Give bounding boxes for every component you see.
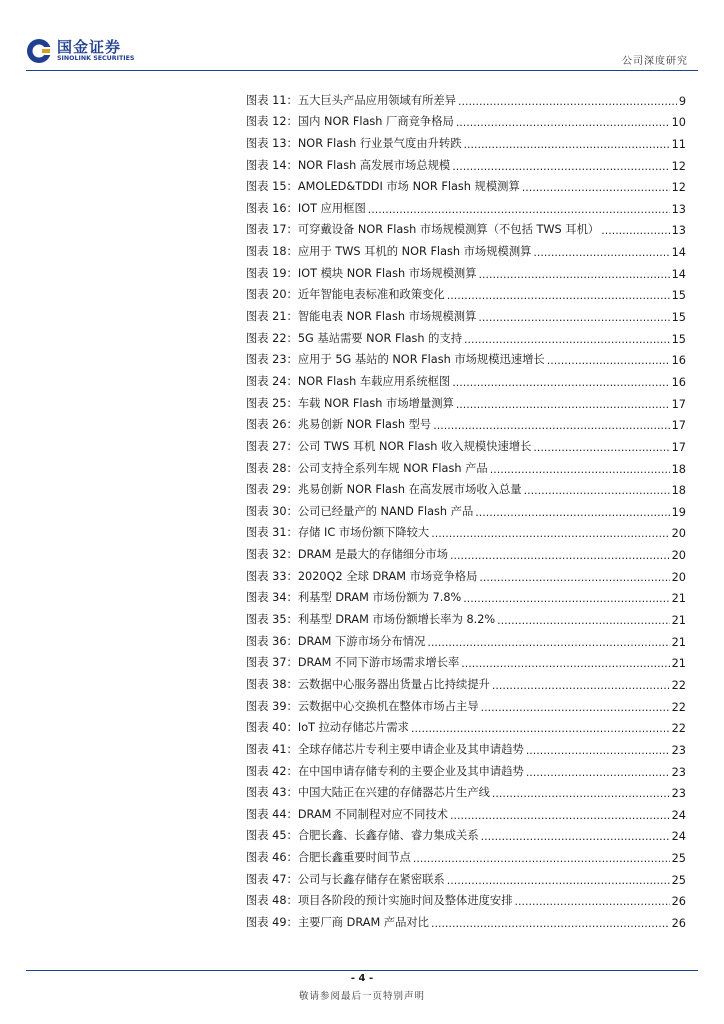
toc-entry-label: 图表 31：: [246, 526, 298, 540]
toc-entry-label: 图表 49：: [246, 915, 298, 929]
toc-entry-label: 图表 33：: [246, 569, 298, 583]
toc-leader-dots: [497, 615, 669, 627]
toc-leader-dots: [475, 507, 669, 519]
toc-entry[interactable]: [246, 519, 686, 541]
toc-leader-dots: [456, 117, 670, 129]
toc-entry[interactable]: [246, 216, 686, 238]
toc-entry-title: AMOLED&TDDI 市场 NOR Flash 规模测算: [297, 180, 520, 194]
toc-entry-page: 15: [671, 289, 686, 303]
toc-entry-label: 图表 39：: [246, 699, 298, 713]
toc-entry[interactable]: [246, 173, 686, 195]
toc-leader-dots: [431, 918, 670, 930]
toc-entry-title: IoT 拉动存储芯片需求: [297, 721, 409, 735]
toc-leader-dots: [481, 702, 670, 714]
toc-entry[interactable]: [246, 237, 686, 259]
toc-entry[interactable]: [246, 432, 686, 454]
toc-entry-page: 21: [671, 592, 686, 606]
toc-entry-label: 图表 40：: [246, 721, 298, 735]
toc-entry-label: 图表 12：: [246, 115, 298, 129]
toc-entry-label: 图表 44：: [246, 807, 298, 821]
toc-entry-title: DRAM 不同下游市场需求增长率: [297, 656, 460, 670]
toc-entry-label: 图表 24：: [246, 374, 298, 388]
page-header: [0, 0, 724, 80]
toc-entry[interactable]: [246, 887, 686, 909]
toc-entry-label: 图表 29：: [246, 483, 298, 497]
toc-entry-page: 26: [671, 916, 686, 930]
header-divider: [26, 70, 698, 71]
toc-entry-label: 图表 45：: [246, 829, 298, 843]
toc-leader-dots: [368, 204, 670, 216]
toc-leader-dots: [479, 572, 669, 584]
toc-leader-dots: [452, 377, 669, 389]
toc-leader-dots: [492, 788, 670, 800]
toc-entry[interactable]: [246, 865, 686, 887]
toc-entry-title: NOR Flash 车载应用系统框图: [297, 374, 451, 388]
toc-leader-dots: [463, 593, 669, 605]
toc-entry[interactable]: [246, 151, 686, 173]
toc-entry-page: 15: [671, 332, 686, 346]
toc-entry-label: 图表 34：: [246, 591, 298, 605]
toc-entry-page: 23: [671, 787, 686, 801]
toc-entry[interactable]: [246, 86, 686, 108]
toc-entry-label: 图表 28：: [246, 461, 298, 475]
toc-entry-label: 图表 16：: [246, 201, 298, 215]
toc-entry-page: 14: [671, 267, 686, 281]
toc-entry-title: 在中国申请存储专利的主要企业及其申请趋势: [297, 764, 524, 778]
disclaimer-note: 敬请参阅最后一页特别声明: [298, 991, 425, 1002]
toc-entry[interactable]: [246, 779, 686, 801]
page-number: - 4 -: [350, 973, 374, 984]
toc-entry-page: 25: [671, 852, 686, 866]
table-of-figures: [246, 86, 686, 930]
toc-entry[interactable]: [246, 389, 686, 411]
toc-entry-title: 公司 TWS 耳机 NOR Flash 收入规模快速增长: [297, 439, 532, 453]
toc-entry-title: 存储 IC 市场份额下降较大: [297, 526, 430, 540]
toc-entry-title: 兆易创新 NOR Flash 在高发展市场收入总量: [297, 483, 522, 497]
toc-entry-label: 图表 14：: [246, 158, 298, 172]
toc-entry-page: 11: [671, 137, 686, 151]
toc-entry[interactable]: [246, 584, 686, 606]
toc-entry-title: IOT 应用框图: [297, 201, 366, 215]
toc-entry[interactable]: [246, 281, 686, 303]
toc-leader-dots: [464, 334, 670, 346]
toc-entry-title: 公司已经量产的 NAND Flash 产品: [297, 504, 474, 518]
toc-entry-title: 利基型 DRAM 市场份额为 7.8%: [297, 591, 462, 605]
toc-entry[interactable]: [246, 367, 686, 389]
toc-entry-page: 22: [671, 700, 686, 714]
toc-entry-page: 20: [671, 527, 686, 541]
toc-entry-title: IOT 模块 NOR Flash 市场规模测算: [297, 266, 477, 280]
toc-entry-title: 中国大陆正在兴建的存储器芯片生产线: [297, 786, 490, 800]
toc-entry-title: 全球存储芯片专利主要申请企业及其申请趋势: [297, 742, 524, 756]
toc-leader-dots: [533, 247, 669, 259]
toc-leader-dots: [526, 745, 670, 757]
toc-entry-label: 图表 43：: [246, 786, 298, 800]
toc-entry-page: 13: [671, 202, 686, 216]
toc-entry-page: 17: [671, 419, 686, 433]
toc-entry-page: 21: [671, 635, 686, 649]
toc-entry-title: 合肥长鑫重要时间节点: [297, 851, 411, 865]
toc-leader-dots: [490, 464, 670, 476]
toc-entry-page: 23: [671, 743, 686, 757]
toc-entry-label: 图表 11：: [246, 93, 298, 107]
toc-entry-label: 图表 26：: [246, 418, 298, 432]
toc-entry-title: 2020Q2 全球 DRAM 市场竞争格局: [297, 569, 478, 583]
toc-entry-label: 图表 21：: [246, 310, 298, 324]
toc-entry[interactable]: [246, 476, 686, 498]
toc-entry-page: 20: [671, 549, 686, 563]
toc-entry[interactable]: [246, 454, 686, 476]
toc-entry-title: NOR Flash 行业景气度由升转跌: [297, 136, 462, 150]
toc-leader-dots: [524, 485, 670, 497]
toc-leader-dots: [601, 225, 669, 237]
toc-entry-label: 图表 47：: [246, 872, 298, 886]
toc-entry-title: 应用于 TWS 耳机的 NOR Flash 市场规模测算: [297, 245, 532, 259]
toc-leader-dots: [522, 182, 670, 194]
toc-entry-title: 公司与长鑫存储存在紧密联系: [297, 872, 445, 886]
toc-entry-label: 图表 23：: [246, 353, 298, 367]
toc-leader-dots: [413, 853, 670, 865]
toc-entry-page: 16: [671, 375, 686, 389]
toc-entry-label: 图表 27：: [246, 439, 298, 453]
toc-entry-title: 合肥长鑫、长鑫存储、睿力集成关系: [297, 829, 479, 843]
toc-entry-page: 18: [671, 484, 686, 498]
toc-entry-title: DRAM 下游市场分布情况: [297, 634, 426, 648]
toc-entry-page: 25: [671, 873, 686, 887]
toc-leader-dots: [456, 399, 670, 411]
toc-leader-dots: [450, 810, 670, 822]
toc-entry[interactable]: [246, 800, 686, 822]
toc-entry-page: 12: [671, 159, 686, 173]
toc-leader-dots: [447, 875, 670, 887]
logo-english-name: SINOLINK SECURITIES: [57, 55, 135, 62]
toc-leader-dots: [433, 420, 669, 432]
toc-entry-label: 图表 46：: [246, 851, 298, 865]
toc-leader-dots: [431, 528, 669, 540]
toc-leader-dots: [478, 312, 669, 324]
toc-entry-title: NOR Flash 高发展市场总规模: [297, 158, 451, 172]
toc-entry-title: 近年智能电表标准和政策变化: [297, 288, 445, 302]
toc-entry-title: 云数据中心交换机在整体市场占主导: [297, 699, 479, 713]
toc-entry-page: 24: [671, 808, 686, 822]
toc-entry-label: 图表 36：: [246, 634, 298, 648]
toc-entry-page: 26: [671, 895, 686, 909]
toc-entry-page: 19: [671, 505, 686, 519]
toc-entry-page: 14: [671, 246, 686, 260]
toc-leader-dots: [458, 96, 677, 108]
toc-entry-title: 兆易创新 NOR Flash 型号: [297, 418, 432, 432]
toc-entry-title: 5G 基站需要 NOR Flash 的支持: [297, 331, 463, 345]
footer-divider: [26, 970, 698, 971]
toc-entry-title: 应用于 5G 基站的 NOR Flash 市场规模迅速增长: [297, 353, 545, 367]
toc-entry-title: DRAM 是最大的存储细分市场: [297, 548, 448, 562]
toc-entry[interactable]: [246, 605, 686, 627]
document-type: 公司深度研究: [622, 56, 688, 67]
toc-entry[interactable]: [246, 411, 686, 433]
toc-entry[interactable]: [246, 822, 686, 844]
toc-entry-page: 20: [671, 570, 686, 584]
toc-entry-label: 图表 41：: [246, 742, 298, 756]
toc-entry-page: 21: [671, 657, 686, 671]
toc-entry[interactable]: [246, 302, 686, 324]
toc-entry-page: 22: [671, 722, 686, 736]
toc-entry-title: 主要厂商 DRAM 产品对比: [297, 915, 429, 929]
toc-entry-title: 五大巨头产品应用领域有所差异: [297, 93, 457, 107]
toc-entry-title: 项目各阶段的预计实施时间及整体进度安排: [297, 894, 513, 908]
toc-entry-title: 公司支持全系列车规 NOR Flash 产品: [297, 461, 488, 475]
toc-entry-page: 23: [671, 765, 686, 779]
toc-leader-dots: [492, 680, 670, 692]
toc-entry-label: 图表 42：: [246, 764, 298, 778]
toc-entry[interactable]: [246, 908, 686, 930]
toc-entry-label: 图表 13：: [246, 136, 298, 150]
toc-entry-title: 国内 NOR Flash 厂商竞争格局: [297, 115, 454, 129]
toc-leader-dots: [411, 723, 670, 735]
toc-leader-dots: [481, 831, 670, 843]
toc-leader-dots: [450, 550, 670, 562]
toc-entry-title: 利基型 DRAM 市场份额增长率为 8.2%: [297, 613, 496, 627]
toc-entry-label: 图表 17：: [246, 223, 298, 237]
toc-entry-label: 图表 20：: [246, 288, 298, 302]
toc-entry-label: 图表 18：: [246, 245, 298, 259]
toc-entry-label: 图表 22：: [246, 331, 298, 345]
toc-entry-label: 图表 32：: [246, 548, 298, 562]
toc-entry-page: 12: [671, 181, 686, 195]
toc-leader-dots: [461, 658, 669, 670]
toc-entry-page: 21: [671, 614, 686, 628]
toc-entry-page: 24: [671, 830, 686, 844]
toc-entry-page: 9: [678, 94, 686, 108]
toc-leader-dots: [447, 290, 670, 302]
toc-entry-title: 云数据中心服务器出货量占比持续提升: [297, 677, 490, 691]
toc-entry[interactable]: [246, 757, 686, 779]
toc-leader-dots: [533, 442, 669, 454]
logo-icon: [26, 38, 52, 64]
toc-entry[interactable]: [246, 843, 686, 865]
toc-entry-page: 10: [671, 116, 686, 130]
logo-chinese-name: 国金证券: [57, 38, 122, 56]
toc-entry[interactable]: [246, 108, 686, 130]
company-logo: [26, 38, 134, 64]
toc-entry-page: 13: [671, 224, 686, 238]
toc-entry[interactable]: [246, 714, 686, 736]
toc-entry-title: DRAM 不同制程对应不同技术: [297, 807, 448, 821]
toc-entry[interactable]: [246, 259, 686, 281]
toc-leader-dots: [452, 161, 669, 173]
toc-entry-title: 可穿戴设备 NOR Flash 市场规模测算（不包括 TWS 耳机）: [297, 223, 600, 237]
toc-entry-label: 图表 35：: [246, 613, 298, 627]
toc-entry[interactable]: [246, 129, 686, 151]
toc-entry-label: 图表 37：: [246, 656, 298, 670]
toc-entry[interactable]: [246, 627, 686, 649]
toc-entry-label: 图表 48：: [246, 894, 298, 908]
toc-entry-page: 16: [671, 354, 686, 368]
toc-entry-title: 车载 NOR Flash 市场增量测算: [297, 396, 454, 410]
toc-entry[interactable]: [246, 692, 686, 714]
toc-entry-label: 图表 25：: [246, 396, 298, 410]
toc-entry-label: 图表 19：: [246, 266, 298, 280]
toc-entry-page: 15: [671, 311, 686, 325]
toc-leader-dots: [464, 139, 670, 151]
toc-leader-dots: [547, 355, 670, 367]
toc-entry[interactable]: [246, 497, 686, 519]
toc-entry-page: 17: [671, 397, 686, 411]
toc-entry-page: 17: [671, 440, 686, 454]
toc-entry-label: 图表 15：: [246, 180, 298, 194]
toc-entry[interactable]: [246, 562, 686, 584]
toc-leader-dots: [427, 637, 669, 649]
toc-entry[interactable]: [246, 324, 686, 346]
toc-entry[interactable]: [246, 346, 686, 368]
toc-entry[interactable]: [246, 735, 686, 757]
toc-entry-label: 图表 30：: [246, 504, 298, 518]
toc-leader-dots: [515, 896, 670, 908]
toc-entry[interactable]: [246, 194, 686, 216]
toc-entry[interactable]: [246, 670, 686, 692]
toc-leader-dots: [526, 767, 670, 779]
toc-entry[interactable]: [246, 540, 686, 562]
toc-leader-dots: [479, 269, 670, 281]
toc-entry-title: 智能电表 NOR Flash 市场规模测算: [297, 310, 477, 324]
toc-entry-page: 22: [671, 678, 686, 692]
toc-entry-page: 18: [671, 462, 686, 476]
toc-entry[interactable]: [246, 649, 686, 671]
toc-entry-label: 图表 38：: [246, 677, 298, 691]
